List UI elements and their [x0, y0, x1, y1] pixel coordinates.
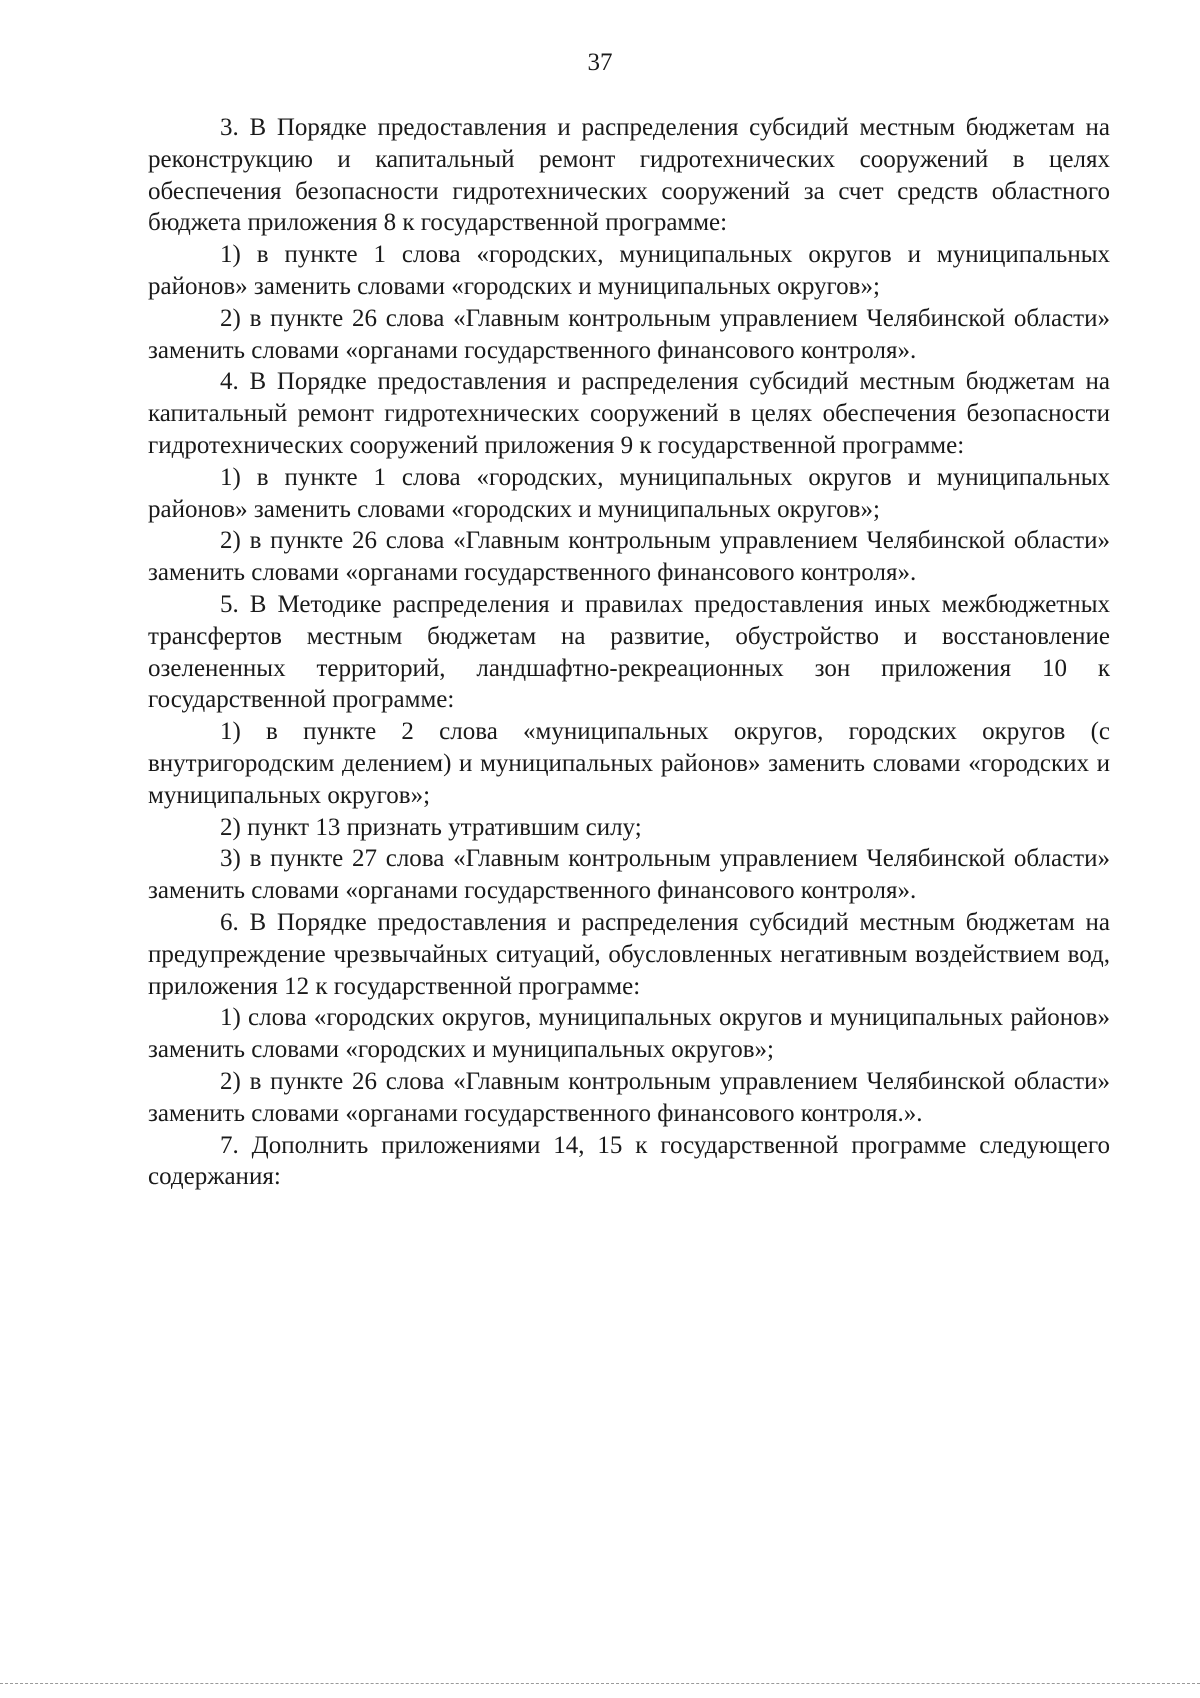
paragraph-subitem-4-2: 2) в пункте 26 слова «Главным контрольным управлением Челябинской области» заменить словами «органами государственного финансового контроля».: [148, 527, 1110, 587]
document-body: [148, 112, 1110, 1193]
paragraph-subitem-6-1: 1) слова «городских округов, муниципальных округов и муниципальных районов» заменить словами «городских и муниципальных округов»;: [148, 1004, 1110, 1064]
paragraph-item-6: 6. В Порядке предоставления и распределения субсидий местным бюджетам на предупреждение чрезвычайных ситуаций, обусловленных негативным воздействием вод, приложения 12 к государственной программе:: [148, 908, 1110, 1000]
page-number: 37: [587, 49, 613, 76]
paragraph-item-7: 7. Дополнить приложениями 14, 15 к государственной программе следующего содержания:: [148, 1131, 1110, 1191]
paragraph-subitem-6-2: 2) в пункте 26 слова «Главным контрольным управлением Челябинской области» заменить словами «органами государственного финансового контроля.».: [148, 1067, 1110, 1127]
paragraph-subitem-3-2: 2) в пункте 26 слова «Главным контрольным управлением Челябинской области» заменить словами «органами государственного финансового контроля».: [148, 304, 1110, 364]
paragraph-item-5: 5. В Методике распределения и правилах предоставления иных межбюджетных трансфертов местным бюджетам на развитие, обустройство и восстановление озелененных территорий, ландшафтно-рекреационных зон приложения 10 к государственной программе:: [148, 590, 1110, 714]
paragraph-subitem-3-1: 1) в пункте 1 слова «городских, муниципальных округов и муниципальных районов» заменить словами «городских и муниципальных округов»;: [148, 241, 1110, 300]
paragraph-subitem-5-1: 1) в пункте 2 слова «муниципальных округов, городских округов (с внутригородским делением) и муниципальных районов» заменить словами «городских и муниципальных округов»;: [148, 718, 1110, 809]
paragraph-subitem-5-2: 2) пункт 13 признать утратившим силу;: [220, 813, 642, 841]
paragraph-item-4: 4. В Порядке предоставления и распределения субсидий местным бюджетам на капитальный ремонт гидротехнических сооружений в целях обеспечения безопасности гидротехнических сооружений приложения 9 к государственной программе:: [148, 368, 1110, 459]
page-bottom-divider: [0, 1683, 1200, 1684]
paragraph-subitem-4-1: 1) в пункте 1 слова «городских, муниципальных округов и муниципальных районов» заменить словами «городских и муниципальных округов»;: [148, 463, 1110, 523]
paragraph-subitem-5-3: 3) в пункте 27 слова «Главным контрольным управлением Челябинской области» заменить словами «органами государственного финансового контроля».: [148, 845, 1110, 905]
paragraph-item-3: 3. В Порядке предоставления и распределения субсидий местным бюджетам на реконструкцию и капитальный ремонт гидротехнических сооружений в целях обеспечения безопасности гидротехнических сооружений за счет средств областного бюджета приложения 8 к государственной программе:: [148, 114, 1110, 237]
